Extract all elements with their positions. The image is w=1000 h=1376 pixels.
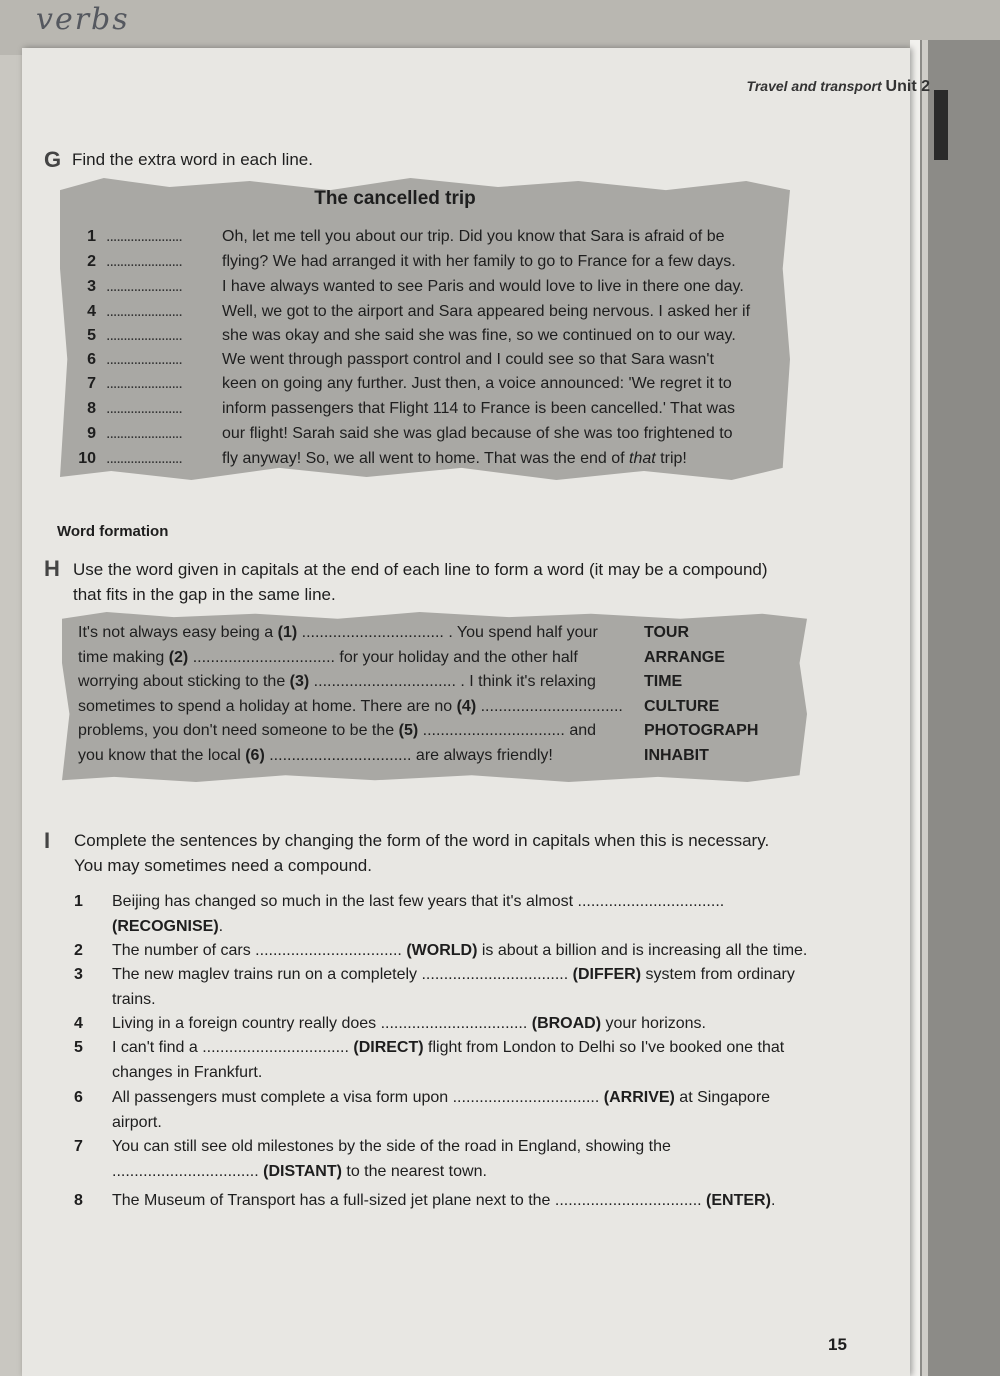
section-i-instruction: Complete the sentences by changing the form of the word in capitals when this is necessary. You may sometimes need a compound. [74,831,770,875]
scan-background-top [0,0,1000,55]
answer-blank[interactable]: ...................... [106,228,182,245]
section-h-letter: H [44,556,60,581]
section-i-letter: I [44,828,51,853]
answer-blank[interactable]: ................................ [309,673,461,690]
story-title: The cancelled trip [314,188,476,209]
answer-blank[interactable]: ................................ [476,698,623,715]
capital-word: CULTURE [644,698,720,715]
section-g-instruction: Find the extra word in each line. [72,150,313,169]
page-number: 15 [828,1335,847,1354]
gap-fill-line: worrying about sticking to the (3) ................................ . I think it's relaxing [78,673,596,690]
gap-fill-line: It's not always easy being a (1) ................................ . You spend half your [78,624,598,641]
section-g-letter: G [44,147,62,172]
gap-fill-line: problems, you don't need someone to be the (5) ................................ and [78,722,597,739]
running-head-unit: Unit 2 [885,78,930,95]
running-head [747,78,930,96]
answer-blank[interactable]: ................................ [188,649,340,666]
gap-fill-line: time making (2) ................................ for your holiday and the other half [78,649,578,666]
answer-blank[interactable]: ...................... [106,327,182,344]
answer-blank[interactable]: ...................... [106,400,182,417]
answer-blank[interactable]: ...................... [106,375,182,392]
capital-word: TOUR [644,624,690,641]
answer-blank[interactable]: ...................... [106,450,182,467]
capital-word: INHABIT [644,747,709,764]
handwritten-note: verbs [36,2,130,37]
gap-fill-line: you know that the local (6) ................................ are always friendly! [78,747,553,764]
answer-blank[interactable]: ................................ [418,722,570,739]
answer-blank[interactable]: ...................... [106,278,182,295]
running-head-title: Travel and transport [746,78,882,94]
capital-word: TIME [644,673,683,690]
answer-blank[interactable]: ...................... [106,303,182,320]
gap-fill-line: sometimes to spend a holiday at home. There are no (4) ................................ [78,698,623,715]
section-h-instruction: Use the word given in capitals at the end of each line to form a word (it may be a compound) that fits in the gap in the same line. [73,560,768,604]
book-edge [910,40,1000,1376]
answer-blank[interactable]: ................................ [297,624,449,641]
answer-blank[interactable]: ................................ [264,747,416,764]
capital-word: ARRANGE [644,649,725,666]
answer-blank[interactable]: ...................... [106,253,182,270]
capital-word: PHOTOGRAPH [644,722,759,739]
word-formation-heading: Word formation [57,523,169,540]
answer-blank[interactable]: ...................... [106,425,182,442]
answer-blank[interactable]: ...................... [106,351,182,368]
